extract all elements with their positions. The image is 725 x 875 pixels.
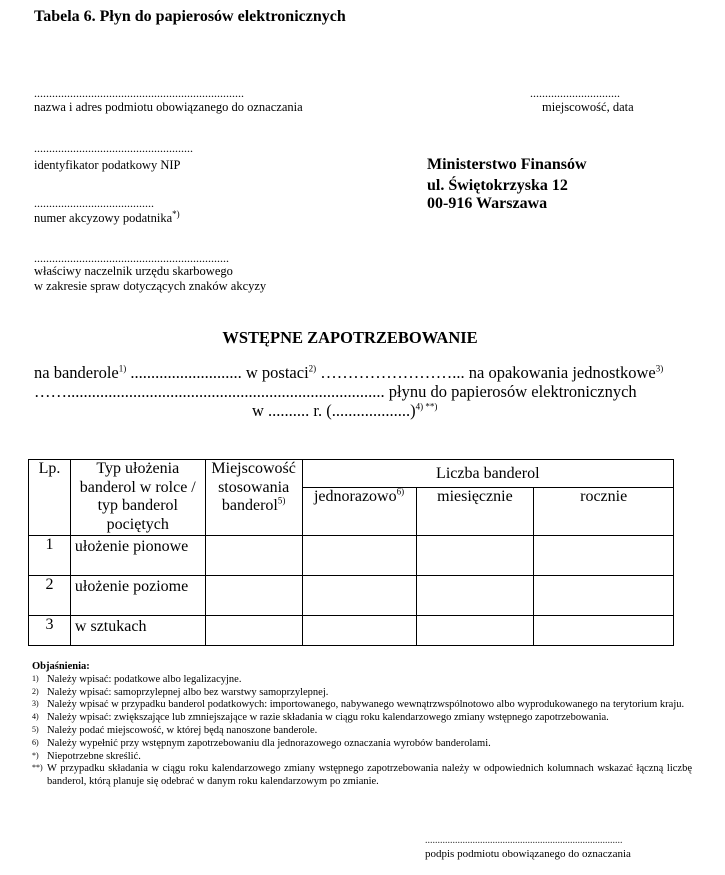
row-type: ułożenie poziome — [70, 576, 205, 616]
explanation-item: 1) Należy wpisać: podatkowe albo legalizacyjne. — [32, 673, 242, 685]
row-type: w sztukach — [70, 616, 205, 646]
header-yearly: rocznie — [534, 488, 674, 536]
header-type: Typ ułożenia banderol w rolce / typ banderol pociętych — [70, 460, 205, 536]
row-lp: 2 — [29, 576, 71, 616]
explanation-item: 5) Należy podać miejscowość, w której będą nanoszone banderole. — [32, 724, 318, 736]
header-once: jednorazowo$^{6)}$ — [302, 488, 416, 536]
row-lp: 3 — [29, 616, 71, 646]
request-line-2: ……............................................................................. płynu do papierosów elektronicznych — [34, 382, 637, 401]
excise-dots: ........................................ — [34, 196, 154, 210]
request-line-1: na banderole$^{1)}$ ........................... w postaci$^{2)}$ ……………………... na opakowania jednostkowe$^{3)}$ — [34, 363, 664, 382]
row-cell-monthly[interactable] — [416, 576, 534, 616]
addressee-line-3: 00-916 Warszawa — [427, 195, 548, 212]
signature-label: podpis podmiotu obowiązanego do oznaczania — [425, 848, 631, 860]
signature-dots: ............................................................................... — [425, 835, 623, 846]
row-cell-once[interactable] — [302, 576, 416, 616]
excise-footnote-mark: *) — [172, 208, 180, 219]
row-lp: 1 — [29, 536, 71, 576]
explanation-item: **) W przypadku składania w ciągu roku kalendarzowego zmiany wstępnego zapotrzebowania należy w odpowiednich kolumnach wskazać łączną liczbę banderol, którą planuje się odebrać w danym roku kalendarzowym po zmianie. — [32, 763, 692, 788]
header-count: Liczba banderol — [302, 460, 673, 488]
addressee-line-2: ul. Świętokrzyska 12 — [427, 177, 568, 194]
explanation-item: 3) Należy wpisać w przypadku banderol podatkowych: importowanego, nabywanego wewnątrzwspólnotowo albo wyprodukowanego na terytorium kraju. — [32, 699, 685, 711]
office-label-1: właściwy naczelnik urzędu skarbowego — [34, 264, 233, 278]
explanations-heading: Objaśnienia: — [32, 661, 90, 672]
excise-label: numer akcyzowy podatnika*) — [34, 208, 180, 225]
explanation-item: *) Niepotrzebne skreślić. — [32, 750, 141, 762]
entity-dots: ...................................................................... — [34, 86, 244, 100]
explanation-item: 6) Należy wypełnić przy wstępnym zapotrzebowaniu dla jednorazowego oznaczania wyrobów banderolami. — [32, 737, 491, 749]
row-cell-yearly[interactable] — [534, 536, 674, 576]
office-dots: ................................................................. — [34, 251, 229, 265]
request-line-3: w .......... r. (...................)$^{4) **)}$ — [252, 401, 438, 420]
place-dots: .............................. — [530, 86, 620, 100]
table-row — [29, 616, 674, 646]
document-title: Tabela 6. Płyn do papierosów elektronicznych — [34, 8, 346, 25]
header-place: Miejscowość stosowania banderol$^{5)}$ — [205, 460, 302, 536]
header-monthly: miesięcznie — [416, 488, 534, 536]
explanation-item: 4) Należy wpisać: zwiększające lub zmniejszające w razie składania w ciągu roku kalendarzowego zmiany wstępnego zapotrzebowania. — [32, 712, 609, 724]
header-lp: Lp. — [29, 460, 71, 536]
row-cell-once[interactable] — [302, 616, 416, 646]
row-cell-monthly[interactable] — [416, 536, 534, 576]
row-cell-yearly[interactable] — [534, 616, 674, 646]
row-cell-place[interactable] — [205, 576, 302, 616]
place-label: miejscowość, data — [542, 100, 634, 114]
explanations — [32, 661, 692, 789]
table-row — [29, 576, 674, 616]
row-type: ułożenie pionowe — [70, 536, 205, 576]
row-cell-yearly[interactable] — [534, 576, 674, 616]
entity-label: nazwa i adres podmiotu obowiązanego do oznaczania — [34, 100, 303, 114]
form-heading: WSTĘPNE ZAPOTRZEBOWANIE — [222, 328, 478, 347]
nip-dots: ..................................................... — [34, 141, 193, 155]
row-cell-monthly[interactable] — [416, 616, 534, 646]
row-cell-place[interactable] — [205, 616, 302, 646]
banderole-table — [28, 459, 674, 646]
table-row — [29, 536, 674, 576]
signature-block — [425, 836, 631, 860]
addressee-line-1: Ministerstwo Finansów — [427, 156, 587, 173]
row-cell-place[interactable] — [205, 536, 302, 576]
office-label-2: w zakresie spraw dotyczących znaków akcyzy — [34, 279, 267, 293]
row-cell-once[interactable] — [302, 536, 416, 576]
explanation-item: 2) Należy wpisać: samoprzylepnej albo bez warstwy samoprzylepnej. — [32, 686, 329, 698]
nip-label: identyfikator podatkowy NIP — [34, 158, 181, 172]
